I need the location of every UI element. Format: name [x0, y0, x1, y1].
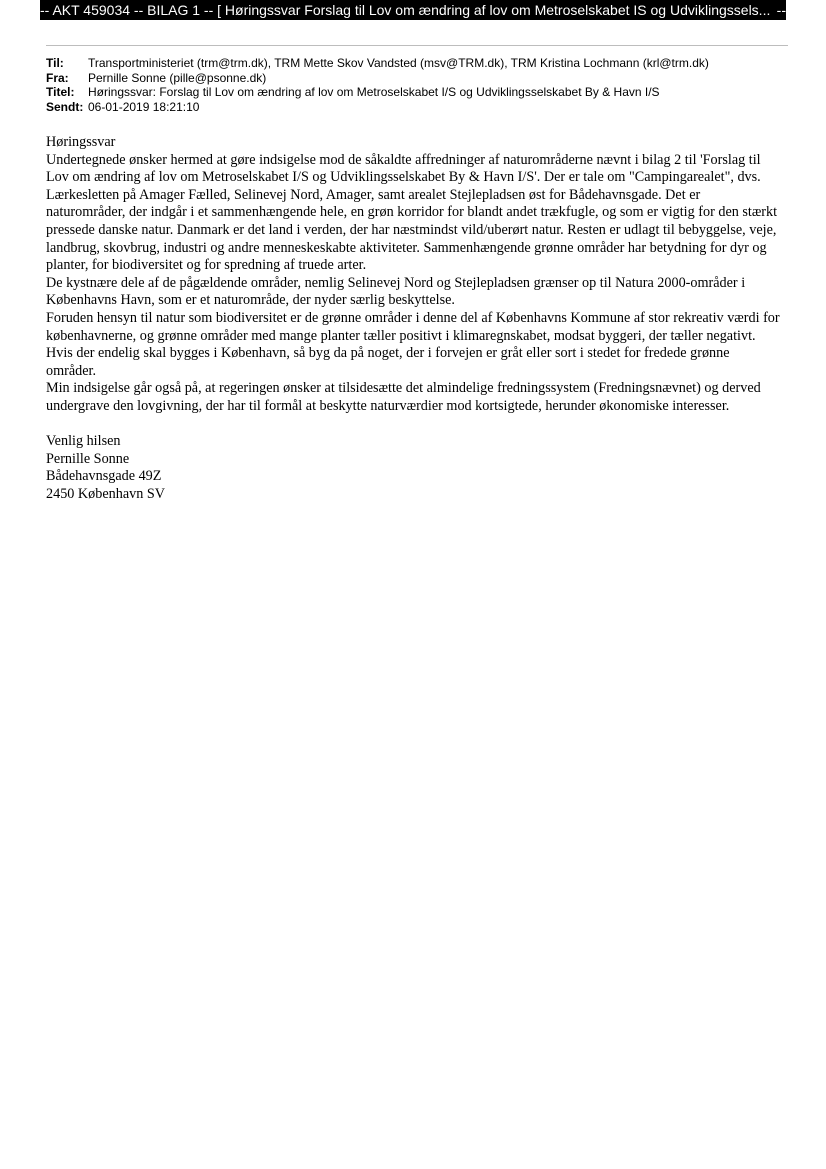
header-sent	[46, 100, 786, 115]
header-divider	[46, 45, 788, 46]
banner-title: -- AKT 459034 -- BILAG 1 -- [ Høringssvar Forslag til Lov om ændring af lov om Metroselskabet IS og Udviklingssels...	[40, 2, 771, 18]
body-paragraph: Foruden hensyn til natur som biodiversitet er de grønne områder i denne del af Københavns Kommune af stor rekreativ værdi for københavnerne, og grønne områder med mange planter tæller positivt i klimaregnskabet, modsat byggeri, der tæller negativt. Hvis der endelig skal bygges i København, så byg da på noget, der i forvejen er gråt eller sort i stedet for fredede grønne områder.	[46, 309, 780, 379]
header-from-value: Pernille Sonne (pille@psonne.dk)	[88, 70, 267, 85]
email-body	[46, 134, 781, 503]
banner-tail: --	[776, 2, 786, 18]
closing-greeting: Venlig hilsen	[46, 433, 121, 450]
header-sent-value: 06-01-2019 18:21:10	[88, 99, 200, 114]
header-sent-label: Sendt:	[46, 99, 84, 114]
body-paragraph: Undertegnede ønsker hermed at gøre indsigelse mod de såkaldte affredninger af naturområderne nævnt i bilag 2 til 'Forslag til Lov om ændring af lov om Metroselskabet I/S og Udviklingsselskabet By & Havn I/S'. Der er tale om "Campingarealet", dvs. Lærkesletten på Amager Fælled, Selinevej Nord, Amager, samt arealet Stejlepladsen øst for Bådehavnsgade. Det er naturområder, der indgår i et sammenhængende hele, en grøn korridor for blandt andet trækfugle, og som er vigtig for den stærkt pressede danske natur. Danmark er det land i verden, der har næstmindst vild/uberørt natur. Resten er udlagt til bebyggelse, veje, landbrug, skovbrug, industri og andre menneskeskabte aktiviteter. Sammenhængende grønne områder har betydning for dyr og planter, for biodiversitet og for spredning af truede arter.	[46, 151, 778, 274]
document-banner	[40, 0, 786, 20]
body-heading: Høringssvar	[46, 134, 116, 150]
signature-street: Bådehavnsgade 49Z	[46, 468, 162, 485]
signature-name: Pernille Sonne	[46, 450, 130, 467]
email-headers	[46, 56, 786, 114]
body-paragraph: Min indsigelse går også på, at regeringen ønsker at tilsidesætte det almindelige fredningssystem (Fredningsnævnet) og derved undergrave den lovgivning, der har til formål at beskytte naturværdier mod kortsigtede, herunder økonomiske interesser.	[46, 380, 761, 414]
header-title-label: Titel:	[46, 85, 75, 99]
paragraph-spacer	[46, 416, 781, 434]
header-title	[46, 85, 786, 100]
header-to	[46, 56, 786, 71]
header-from-label: Fra:	[46, 70, 69, 85]
signature-city: 2450 København SV	[46, 485, 166, 502]
header-title-value: Høringssvar: Forslag til Lov om ændring af lov om Metroselskabet I/S og Udviklingsselskabet By & Havn I/S	[88, 85, 660, 99]
header-from	[46, 71, 786, 86]
header-to-value: Transportministeriet (trm@trm.dk), TRM Mette Skov Vandsted (msv@TRM.dk), TRM Kristina Lochmann (krl@trm.dk)	[88, 56, 709, 70]
body-paragraph: De kystnære dele af de pågældende områder, nemlig Selinevej Nord og Stejlepladsen grænser op til Natura 2000-områder i Københavns Havn, som er et naturområde, der nyder særlig beskyttelse.	[46, 274, 746, 309]
header-to-label: Til:	[46, 56, 64, 70]
